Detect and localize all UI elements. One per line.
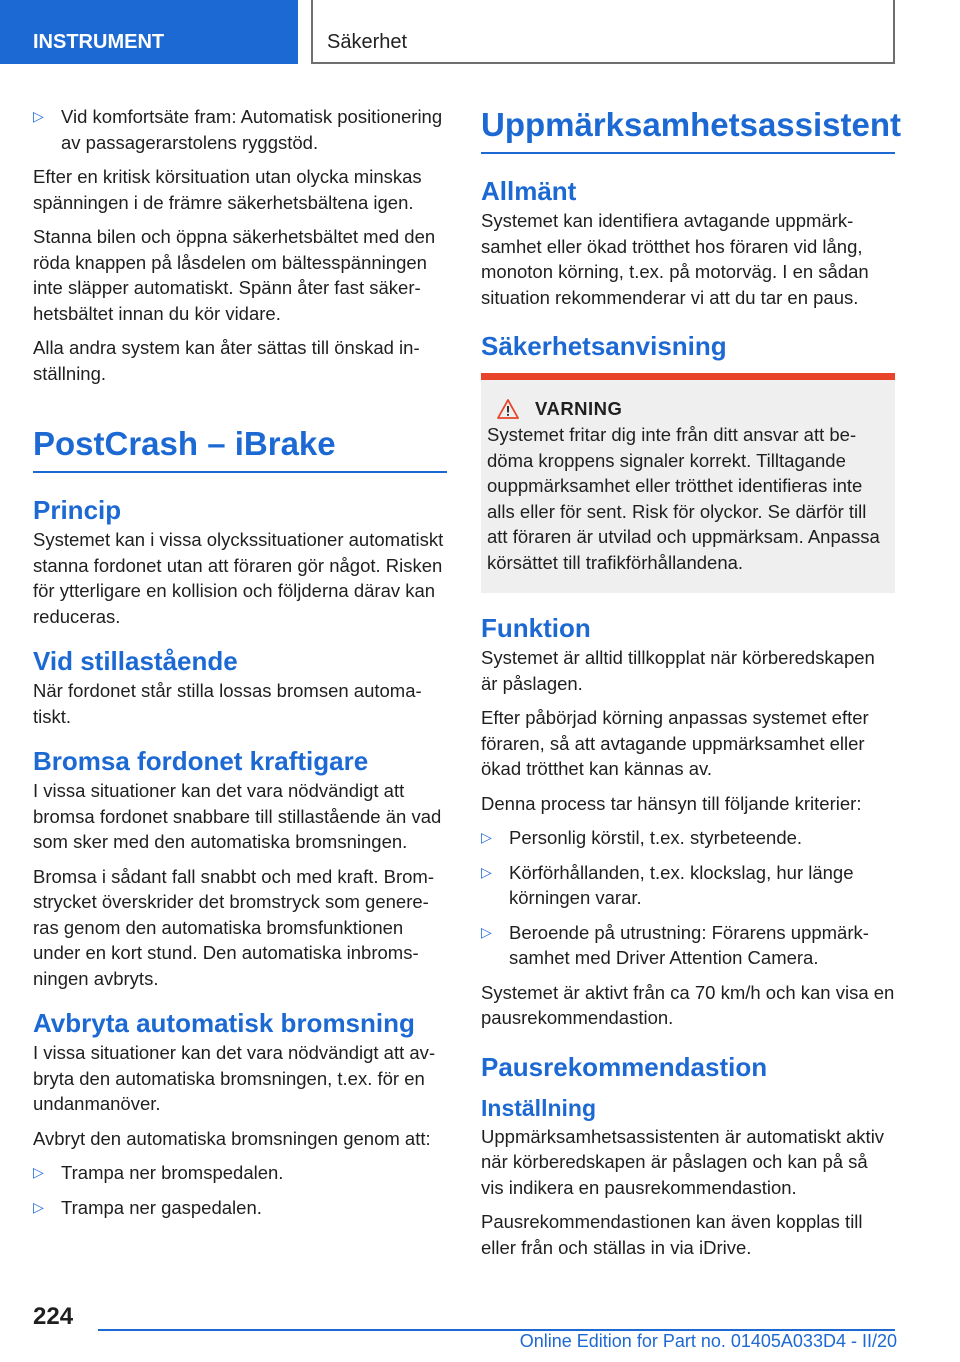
paragraph: Denna process tar hänsyn till följande kriterier: bbox=[481, 792, 862, 814]
paragraph: När fordonet står stilla lossas bromsen automatiskt. bbox=[33, 680, 422, 727]
paragraph: Pausrekommendastionen kan även kopplas till eller från och ställas in via iDrive. bbox=[481, 1211, 863, 1258]
heading-avbryta: Avbryta automatisk bromsning bbox=[33, 1008, 415, 1038]
paragraph: I vissa situationer kan det vara nödvändigt att avbryta den automatiska bromsningen, t.ex. för en undanmanöver. bbox=[33, 1042, 436, 1114]
warning-text: Systemet fritar dig inte från ditt ansvar att bedöma kroppens signaler korrekt. Tilltagande ouppmärksamhet eller trötthet identifieras inte alls eller för sent. Risk för olyckor. Se därför till att föraren är utvilad och uppmärksam. Anpassa körsättet till trafikförhållandena. bbox=[487, 424, 880, 573]
warning-header bbox=[497, 398, 889, 420]
warning-title: VARNING bbox=[535, 398, 623, 419]
triangle-bullet-icon: ▷ bbox=[481, 923, 492, 940]
paragraph: Systemet kan i vissa olyckssituationer automatiskt stanna fordonet utan att föraren gör något. Risken för ytterligare en kollision och följderna därav kan reduceras. bbox=[33, 529, 444, 627]
page-number: 224 bbox=[33, 1303, 74, 1330]
list-item bbox=[481, 860, 895, 911]
triangle-bullet-icon: ▷ bbox=[33, 1164, 44, 1180]
warning-triangle-icon bbox=[497, 399, 519, 419]
list-item-text: Vid komfortsäte fram: Automatisk positionering av passagerarstolens ryggstöd. bbox=[61, 106, 443, 153]
paragraph: Uppmärksamhetsassistenten är automatiskt aktiv när körberedskapen är påslagen och kan på så vis indikera en pausrekommendastion. bbox=[481, 1125, 885, 1198]
heading-funktion: Funktion bbox=[481, 613, 591, 643]
list-item bbox=[481, 825, 895, 851]
paragraph: Efter påbörjad körning anpassas systemet efter föraren, så att avtagande uppmärksamhet eller ökad trötthet kan kännas av. bbox=[481, 707, 869, 779]
triangle-bullet-icon: ▷ bbox=[481, 863, 492, 880]
triangle-bullet-icon: ▷ bbox=[33, 1198, 44, 1215]
warning-box bbox=[481, 373, 895, 593]
paragraph: Efter en kritisk körsituation utan olycka minskas spänningen i de främre säkerhetsbältena igen. bbox=[33, 166, 422, 213]
chapter-tab[interactable]: INSTRUMENT bbox=[0, 0, 298, 64]
section-title-attention: Uppmärksamhetsassistent bbox=[481, 104, 895, 154]
paragraph: Systemet är alltid tillkopplat när körberedskapen är påslagen. bbox=[481, 647, 875, 694]
heading-allmant: Allmänt bbox=[481, 176, 577, 206]
list-item-text: Trampa ner bromspedalen. bbox=[61, 1162, 284, 1183]
triangle-bullet-icon: ▷ bbox=[481, 829, 492, 845]
heading-bromsa: Bromsa fordonet kraftigare bbox=[33, 746, 369, 776]
list-item bbox=[33, 1160, 447, 1186]
paragraph: Stanna bilen och öppna säkerhetsbältet med den röda knappen på låsdelen om bältesspänningen inte släpper automatiskt. Spänn åter fast säkerhetsbältet innan du kör vidare. bbox=[33, 226, 436, 324]
paragraph: Systemet kan identifiera avtagande uppmärksamhet eller ökad trötthet hos föraren vid lång, monoton körning, t.ex. på motorväg. I en sådan situation rekommenderar vi att du tar en paus. bbox=[481, 210, 869, 308]
page-header bbox=[0, 0, 960, 66]
list-item-text: Personlig körstil, t.ex. styrbeteende. bbox=[509, 827, 803, 848]
heading-installning: Inställning bbox=[481, 1094, 596, 1121]
section-title: Säkerhet bbox=[311, 0, 895, 64]
paragraph: Avbryt den automatiska bromsningen genom att: bbox=[33, 1127, 431, 1149]
paragraph: Alla andra system kan åter sättas till önskad inställning. bbox=[33, 337, 420, 384]
paragraph: Systemet är aktivt från ca 70 km/h och kan visa en pausrekommendastion. bbox=[481, 981, 895, 1028]
list-item bbox=[33, 1195, 447, 1221]
edition-link[interactable]: Online Edition for Part no. 01405A033D4 - II/20 bbox=[519, 1331, 897, 1351]
list-item bbox=[481, 920, 895, 971]
list-item bbox=[33, 104, 447, 155]
paragraph: Bromsa i sådant fall snabbt och med kraft. Bromstrycket överskrider det bromstryck som genereras genom den automatiska bromsfunktionen under en kort stund. Den automatiska inbromsningen avbryts. bbox=[33, 865, 435, 989]
heading-stillastaende: Vid stillastående bbox=[33, 646, 238, 676]
triangle-bullet-icon: ▷ bbox=[33, 108, 44, 124]
list-item-text: Trampa ner gaspedalen. bbox=[61, 1196, 262, 1218]
right-column bbox=[481, 104, 902, 1269]
section-title-postcrash: PostCrash – iBrake bbox=[33, 423, 447, 473]
paragraph: I vissa situationer kan det vara nödvändigt att bromsa fordonet snabbare till stillastående än vad som sker med den automatiska bromsningen. bbox=[33, 780, 442, 852]
heading-pausrekommendastion: Pausrekommendastion bbox=[481, 1051, 768, 1082]
left-column bbox=[33, 104, 447, 1229]
list-item-text: Körförhållanden, t.ex. klockslag, hur länge körningen varar. bbox=[509, 861, 854, 908]
list-item-text: Beroende på utrustning: Förarens uppmärksamhet med Driver Attention Camera. bbox=[509, 921, 869, 968]
heading-sakerhetsanvisning: Säkerhetsanvisning bbox=[481, 331, 727, 361]
heading-princip: Princip bbox=[33, 495, 122, 525]
